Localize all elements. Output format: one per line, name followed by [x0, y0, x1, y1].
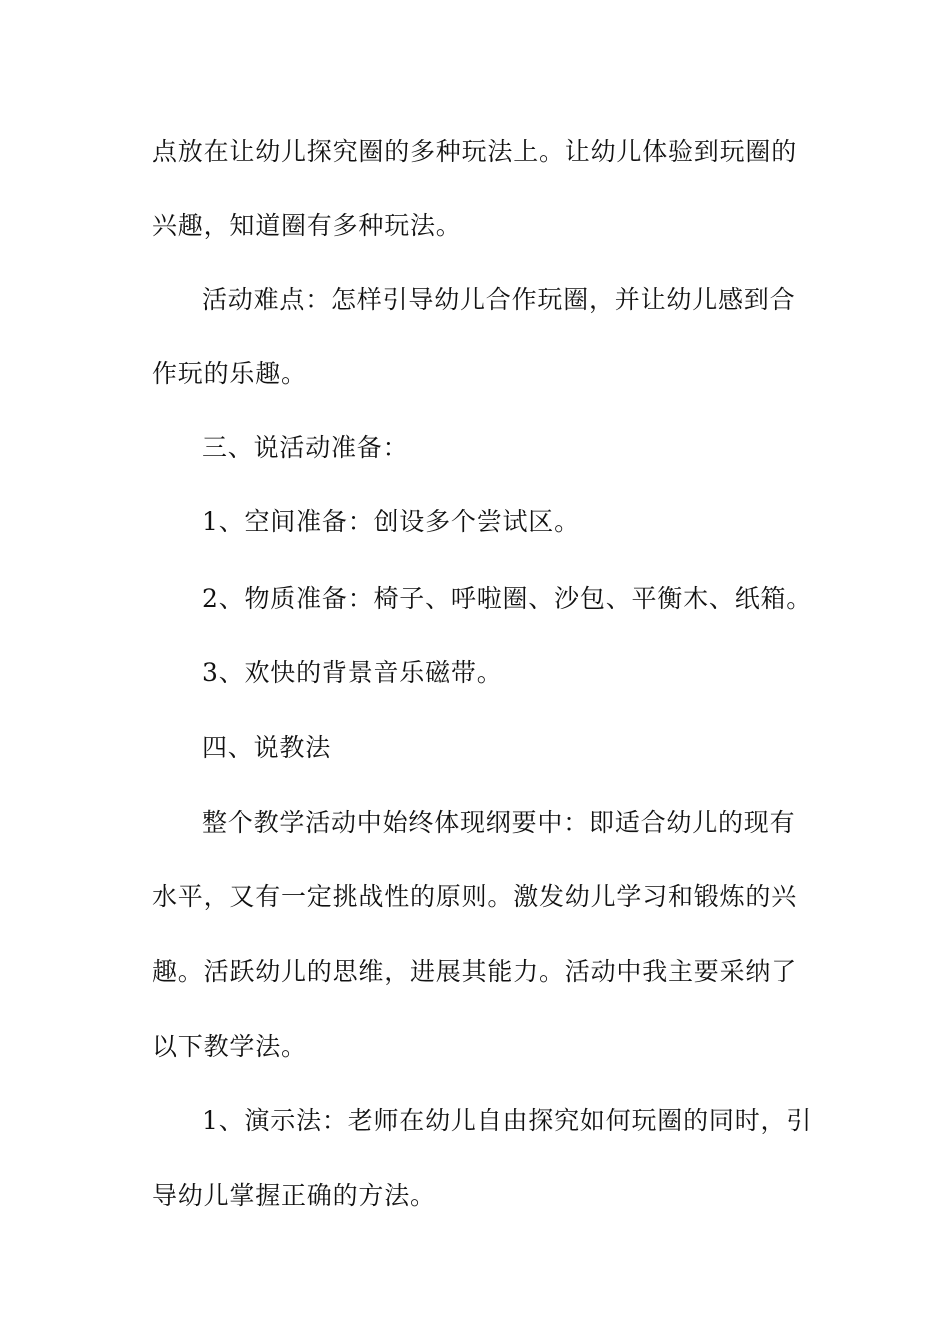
list-item: 3、欢快的背景音乐磁带。	[202, 658, 503, 687]
list-item: 1、空间准备：创设多个尝试区。	[202, 507, 580, 536]
section-heading: 三、说活动准备：	[202, 433, 409, 462]
list-item: 2、物质准备：椅子、呼啦圈、沙包、平衡木、纸箱。	[202, 584, 813, 613]
paragraph-line: 整个教学活动中始终体现纲要中：即适合幼儿的现有	[202, 808, 796, 837]
paragraph-line: 导幼儿掌握正确的方法。	[152, 1181, 436, 1210]
paragraph-line: 兴趣，知道圈有多种玩法。	[152, 211, 462, 240]
list-item: 1、演示法：老师在幼儿自由探究如何玩圈的同时，引	[202, 1106, 813, 1135]
section-heading: 四、说教法	[202, 733, 332, 762]
paragraph-line: 水平，又有一定挑战性的原则。激发幼儿学习和锻炼的兴	[152, 882, 798, 911]
paragraph-line: 趣。活跃幼儿的思维，进展其能力。活动中我主要采纳了	[152, 957, 798, 986]
paragraph-line: 点放在让幼儿探究圈的多种玩法上。让幼儿体验到玩圈的	[152, 137, 798, 166]
paragraph-line: 以下教学法。	[152, 1032, 307, 1061]
paragraph-line: 活动难点：怎样引导幼儿合作玩圈，并让幼儿感到合	[202, 285, 796, 314]
paragraph-line: 作玩的乐趣。	[152, 359, 307, 388]
